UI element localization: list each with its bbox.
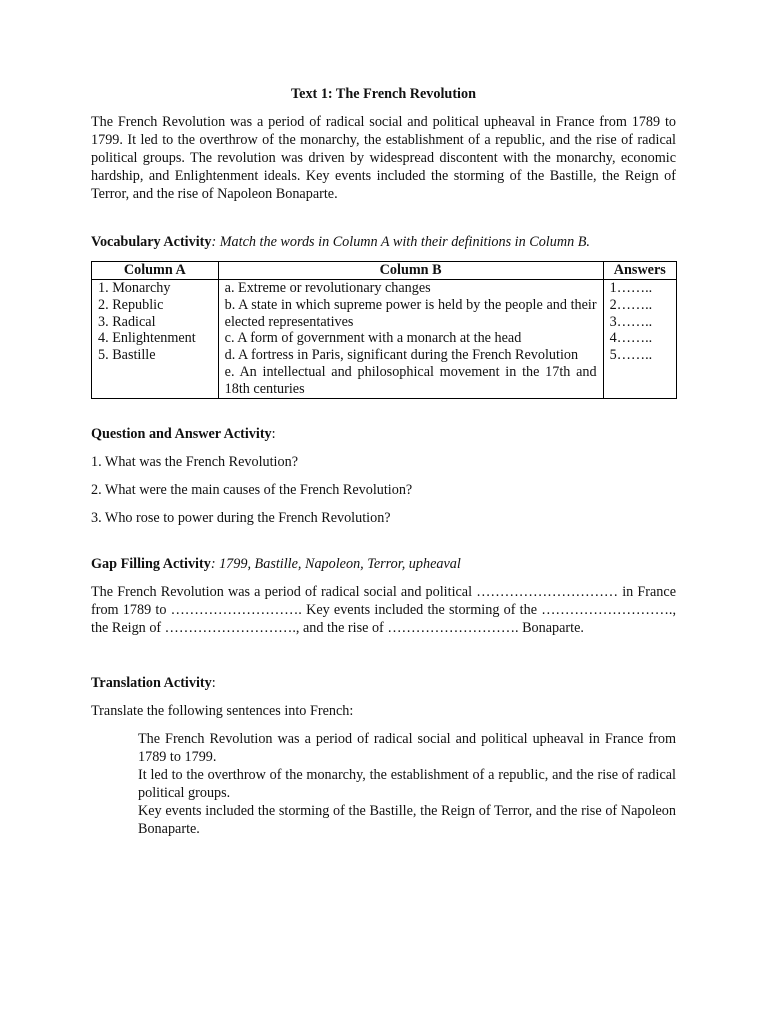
answer-blank: 4…….. <box>609 330 653 347</box>
column-a-item: 4. Enlightenment <box>98 330 196 347</box>
question-item: 2. What were the main causes of the French Revolution? <box>91 481 413 498</box>
column-b-header: Column B <box>218 262 603 280</box>
column-b-item: c. A form of government with a monarch at the head <box>224 330 522 347</box>
column-b-cell <box>218 280 603 399</box>
translation-instruction: Translate the following sentences into French: <box>91 702 354 719</box>
translation-heading-colon: : <box>211 674 216 691</box>
column-a-item: 2. Republic <box>98 296 164 313</box>
column-b-item: e. An intellectual and philosophical movement in the 17th and 18th centuries <box>224 363 597 397</box>
translation-sentence: Key events included the storming of the Bastille, the Reign of Terror, and the rise of Napoleon Bonaparte. <box>138 802 676 837</box>
translation-heading <box>91 674 676 692</box>
column-a-item: 5. Bastille <box>98 347 156 364</box>
answers-header: Answers <box>603 262 676 280</box>
answer-blank: 3…….. <box>609 313 653 330</box>
qa-heading <box>91 425 676 443</box>
qa-section <box>91 425 676 527</box>
gap-paragraph: The French Revolution was a period of radical social and political ………………………… in France from 1789 to ………………………. Key events included the storming of the ………………………., the Reign of ………………………., and the rise of ………………………. Bonaparte. <box>91 583 676 636</box>
column-b-item: d. A fortress in Paris, significant during the French Revolution <box>224 347 579 364</box>
answers-cell <box>603 280 676 399</box>
column-a-header: Column A <box>92 262 219 280</box>
answer-blank: 1…….. <box>609 280 653 296</box>
translation-sentence: It led to the overthrow of the monarchy, the establishment of a republic, and the rise of radical political groups. <box>138 766 676 801</box>
column-b-item: a. Extreme or revolutionary changes <box>224 280 431 296</box>
question-item: 3. Who rose to power during the French Revolution? <box>91 509 391 526</box>
vocabulary-instruction: : Match the words in Column A with their definitions in Column B. <box>211 234 590 250</box>
vocabulary-heading-label: Vocabulary Activity <box>91 234 212 250</box>
column-a-cell <box>92 280 219 399</box>
document-page <box>91 86 676 838</box>
table-header-row <box>92 262 677 280</box>
qa-heading-label: Question and Answer Activity <box>91 425 272 442</box>
table-row <box>92 280 677 399</box>
gap-heading-label: Gap Filling Activity <box>91 555 211 572</box>
column-a-item: 1. Monarchy <box>98 280 171 296</box>
page-title: Text 1: The French Revolution <box>291 86 476 102</box>
translation-sentences <box>138 730 676 838</box>
translation-heading-label: Translation Activity <box>91 674 212 691</box>
qa-heading-colon: : <box>271 425 276 442</box>
answer-blank: 2…….. <box>609 296 653 313</box>
translation-sentence: The French Revolution was a period of radical social and political upheaval in France from 1789 to 1799. <box>138 730 676 765</box>
intro-paragraph: The French Revolution was a period of radical social and political upheaval in France from 1789 to 1799. It led to the overthrow of the monarchy, the establishment of a republic, and the rise of radical political groups. The revolution was driven by widespread discontent with the monarchy, economic hardship, and Enlightenment ideals. Key events included the storming of the Bastille, the Reign of Terror, and the rise of Napoleon Bonaparte. <box>91 114 676 202</box>
column-b-item: b. A state in which supreme power is held by the people and their elected representatives <box>224 296 597 330</box>
vocabulary-table <box>91 261 677 399</box>
column-a-item: 3. Radical <box>98 313 156 330</box>
vocabulary-heading <box>91 233 676 251</box>
gap-heading <box>91 555 676 573</box>
answer-blank: 5…….. <box>609 347 653 364</box>
gap-word-list: : 1799, Bastille, Napoleon, Terror, upheaval <box>210 555 461 572</box>
question-item: 1. What was the French Revolution? <box>91 453 298 470</box>
